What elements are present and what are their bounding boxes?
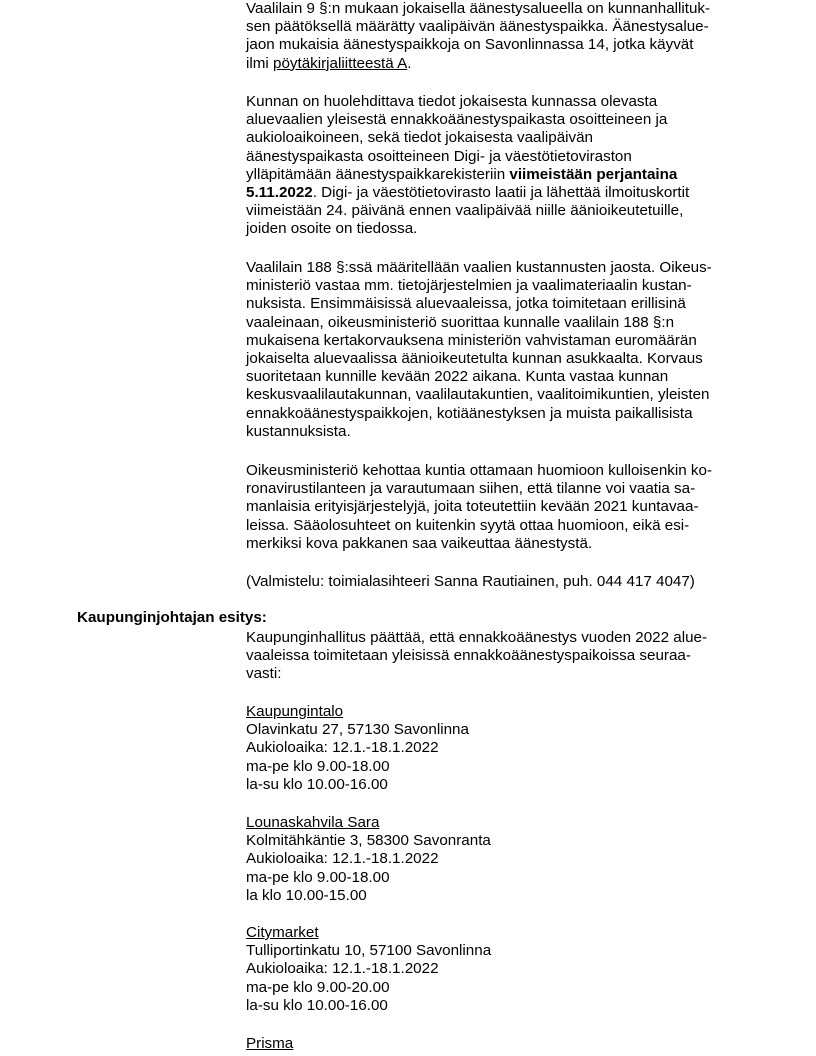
proposal-paragraph <box>246 629 746 684</box>
text-line: aukioloaikoineen, sekä tiedot jokaisesta vaalipäivän <box>246 129 594 147</box>
text-line <box>246 55 746 73</box>
text-line: vaaleinaan, oikeusministeriö suorittaa kunnalle vaalilain 188 §:n <box>246 313 675 331</box>
text-fragment: . Digi- ja väestötietovirasto laatii ja lähettää ilmoituskortit <box>312 184 690 202</box>
text-line: vaaleissa toimitetaan yleisissä ennakkoäänestyspaikoissa seuraa- <box>246 647 691 665</box>
text-line: leissa. Sääolosuhteet on kuitenkin syytä ottaa huomioon, eikä esi- <box>246 516 690 534</box>
text-line: jaon mukaisia äänestyspaikkoja on Savonlinnassa 14, jotka käyvät <box>246 36 694 54</box>
text-line: Oikeusministeriö kehottaa kuntia ottamaan huomioon kulloisenkin ko- <box>246 462 712 479</box>
text-line <box>246 184 746 202</box>
text-line: mukaisena kertakorvauksena ministeriön vahvistaman euromäärän <box>246 331 697 349</box>
location-weekend-hours: la klo 10.00-15.00 <box>246 886 367 904</box>
location-period: Aukioloaika: 12.1.-18.1.2022 <box>246 850 439 868</box>
paragraph-registry <box>246 93 746 239</box>
location-weekend-hours: la-su klo 10.00-16.00 <box>246 996 388 1014</box>
location-block <box>246 814 746 905</box>
location-name: Lounaskahvila Sara <box>246 814 380 831</box>
text-line: joiden osoite on tiedossa. <box>246 220 418 238</box>
text-line: nuksista. Ensimmäisissä aluevaaleissa, jotka toimitetaan erillisinä <box>246 295 686 313</box>
text-line: Vaalilain 188 §:ssä määritellään vaalien kustannusten jaosta. Oikeus- <box>246 259 712 276</box>
location-weekday-hours: ma-pe klo 9.00-18.00 <box>246 757 390 775</box>
text-line: vasti: <box>246 665 282 683</box>
text-fragment: ylläpitämään äänestyspaikkarekisteriin <box>246 165 510 183</box>
location-period: Aukioloaika: 12.1.-18.1.2022 <box>246 960 439 978</box>
text-line: keskusvaalilautakunnan, vaalilautakuntien, vaalitoimikuntien, yleisten <box>246 386 710 404</box>
location-name: Kaupungintalo <box>246 703 344 720</box>
text-line: Kunnan on huolehdittava tiedot jokaisesta kunnassa olevasta <box>246 93 658 110</box>
text-line <box>246 166 746 184</box>
location-block <box>246 703 746 794</box>
location-name: Prisma <box>246 1035 294 1052</box>
section-heading: Kaupunginjohtajan esitys: <box>77 609 267 626</box>
text-line: Kaupunginhallitus päättää, että ennakkoäänestys vuoden 2022 alue- <box>246 629 708 646</box>
text-line: viimeistään 24. päivänä ennen vaalipäivää niille äänioikeutetuille, <box>246 202 684 220</box>
text-line: suoritetaan kunnille kevään 2022 aikana. Kunta vastaa kunnan <box>246 368 669 386</box>
text-line: aluevaalien yleisestä ennakkoäänestyspaikasta osoitteineen ja <box>246 111 668 129</box>
text-line: Vaalilain 9 §:n mukaan jokaisella äänestysalueella on kunnanhallituk- <box>246 0 711 17</box>
text-line: merkiksi kova pakkanen saa vaikeuttaa äänestystä. <box>246 534 593 552</box>
location-block <box>246 1035 746 1053</box>
location-address: Olavinkatu 27, 57130 Savonlinna <box>246 721 469 739</box>
text-line: ennakkoäänestyspaikkojen, kotiäänestyksen ja muista paikallisista <box>246 404 693 422</box>
location-weekday-hours: ma-pe klo 9.00-18.00 <box>246 868 390 886</box>
appendix-a-link[interactable]: pöytäkirjaliitteestä A <box>273 54 408 72</box>
text-line: ministeriö vastaa mm. tietojärjestelmien ja vaalimateriaalin kustan- <box>246 277 692 295</box>
text-line: sen päätöksellä määrätty vaalipäivän äänestyspaikka. Äänestysalue- <box>246 18 709 36</box>
location-weekend-hours: la-su klo 10.00-16.00 <box>246 775 388 793</box>
text-line: manlaisia erityisjärjestelyjä, joita toteutettiin kevään 2021 kuntavaa- <box>246 498 699 516</box>
text-fragment: . <box>407 54 412 72</box>
text-fragment: ilmi <box>246 54 273 72</box>
text-line: (Valmistelu: toimialasihteeri Sanna Rautiainen, puh. 044 417 4047) <box>246 573 695 590</box>
paragraph-covid <box>246 462 746 553</box>
location-period: Aukioloaika: 12.1.-18.1.2022 <box>246 739 439 757</box>
location-weekday-hours: ma-pe klo 9.00-20.00 <box>246 978 390 996</box>
text-line: jokaiselta aluevaalissa äänioikeutetulta kunnan asukkaalta. Korvaus <box>246 350 703 368</box>
location-name: Citymarket <box>246 924 319 941</box>
text-line: äänestyspaikasta osoitteineen Digi- ja väestötietoviraston <box>246 147 632 165</box>
location-address: Kolmitähkäntie 3, 58300 Savonranta <box>246 832 491 850</box>
deadline-emphasis: viimeistään perjantaina <box>509 165 678 183</box>
paragraph-costs <box>246 259 746 441</box>
paragraph-voting-places <box>246 0 746 73</box>
deadline-date: 5.11.2022 <box>246 184 313 202</box>
location-address: Tulliportinkatu 10, 57100 Savonlinna <box>246 942 492 960</box>
location-block <box>246 924 746 1015</box>
preparer-note <box>246 573 746 591</box>
text-line: ronavirustilanteen ja varautumaan siihen, että tilanne voi vaatia sa- <box>246 480 696 498</box>
text-line: kustannuksista. <box>246 422 351 440</box>
